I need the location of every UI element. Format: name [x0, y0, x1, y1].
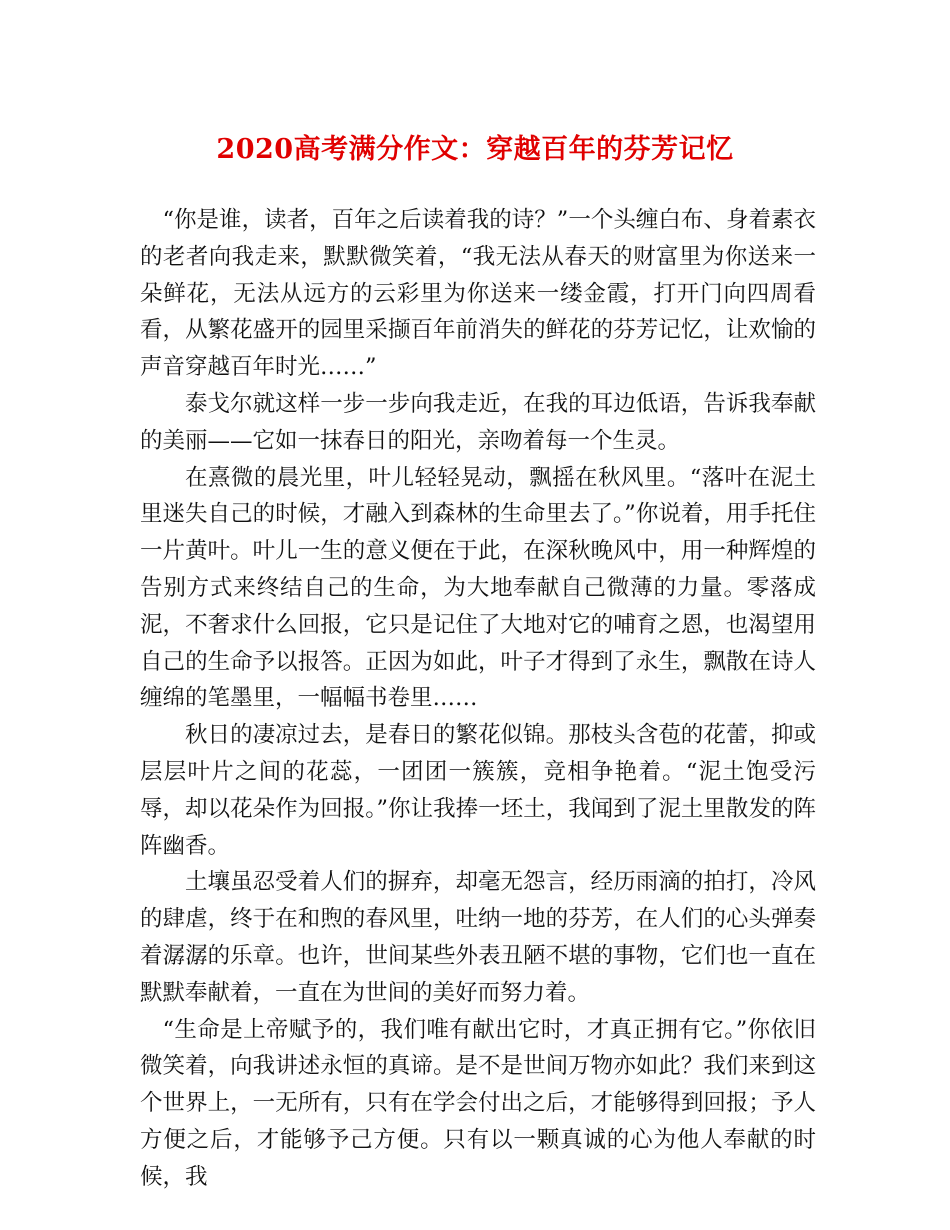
paragraph-3: 在熹微的晨光里，叶儿轻轻晃动，飘摇在秋风里。“落叶在泥土里迷失自己的时候，才融入到森林的生命里去了。”你说着，用手托住一片黄叶。叶儿一生的意义便在于此，在深秋晚风中，用一种辉煌的告别方式来终结自己的生命，为大地奉献自己微薄的力量。零落成泥，不奢求什么回报，它只是记住了大地对它的哺育之恩，也渴望用自己的生命予以报答。正因为如此，叶子才得到了永生，飘散在诗人缠绵的笔墨里，一幅幅书卷里……: [140, 464, 816, 712]
document-body: [140, 202, 816, 1196]
paragraph-5: 土壤虽忍受着人们的摒弃，却毫无怨言，经历雨滴的拍打，冷风的肆虐，终于在和煦的春风里，吐纳一地的芬芳，在人们的心头弹奏着潺潺的乐章。也许，世间某些外表丑陋不堪的事物，它们也一直在默默奉献着，一直在为世间的美好而努力着。: [140, 869, 816, 1006]
paragraph-1: “你是谁，读者，百年之后读着我的诗？”一个头缠白布、身着素衣的老者向我走来，默默微笑着，“我无法从春天的财富里为你送来一朵鲜花，无法从远方的云彩里为你送来一缕金霞，打开门向四周看看，从繁花盛开的园里采撷百年前消失的鲜花的芬芳记忆，让欢愉的声音穿越百年时光……”: [140, 207, 816, 381]
paragraph-4: 秋日的凄凉过去，是春日的繁花似锦。那枝头含苞的花蕾，抑或层层叶片之间的花蕊，一团团一簇簇，竞相争艳着。“泥土饱受污辱，却以花朵作为回报。”你让我捧一坯土，我闻到了泥土里散发的阵阵幽香。: [140, 722, 816, 859]
paragraph-6: “生命是上帝赋予的，我们唯有献出它时，才真正拥有它。”你依旧微笑着，向我讲述永恒的真谛。是不是世间万物亦如此？我们来到这个世界上，一无所有，只有在学会付出之后，才能够得到回报；予人方便之后，才能够予己方便。只有以一颗真诚的心为他人奉献的时候，我: [140, 1016, 816, 1190]
paragraph-2: 泰戈尔就这样一步一步向我走近，在我的耳边低语，告诉我奉献的美丽——它如一抹春日的阳光，亲吻着每一个生灵。: [140, 390, 816, 454]
document-title: 2020高考满分作文：穿越百年的芬芳记忆: [216, 134, 734, 165]
